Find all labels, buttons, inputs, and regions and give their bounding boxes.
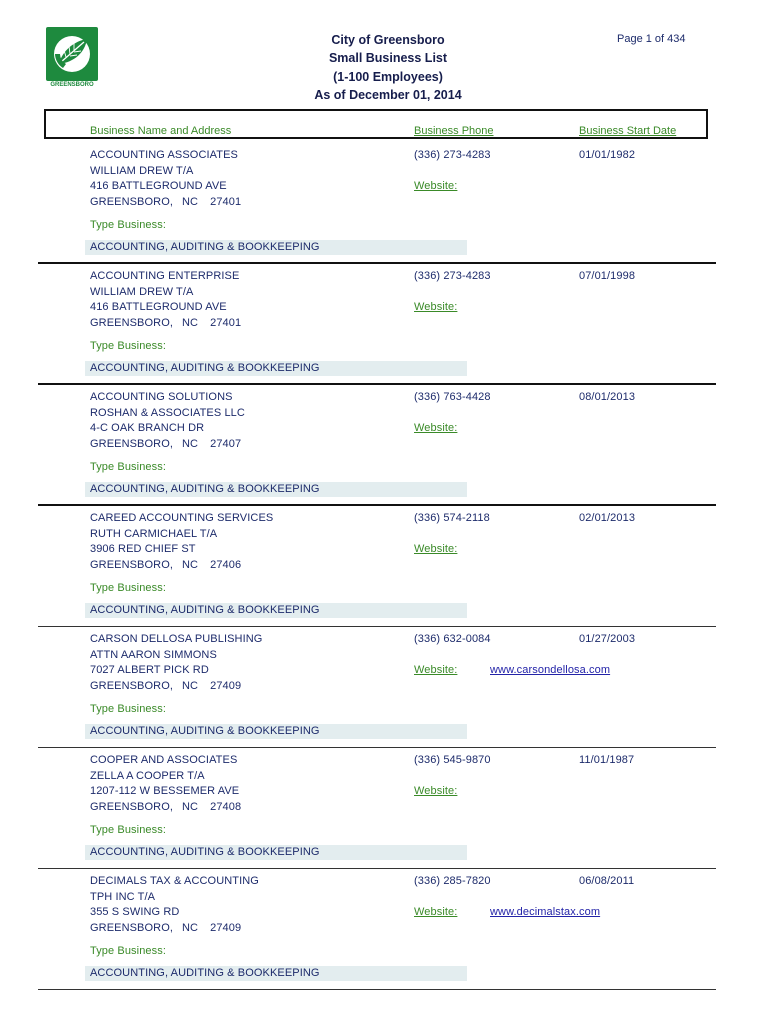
business-city: GREENSBORO,: [90, 922, 174, 934]
business-entry: [0, 147, 768, 268]
website-link[interactable]: www.decimalstax.com: [490, 906, 601, 918]
column-header-start-date: Business Start Date: [579, 125, 677, 137]
type-business-label: Type Business:: [90, 582, 166, 594]
business-type: ACCOUNTING, AUDITING & BOOKKEEPING: [90, 483, 320, 495]
business-phone: (336) 545-9870: [414, 754, 491, 766]
business-city-line: [90, 316, 241, 330]
business-zip: 27408: [210, 801, 242, 813]
business-start-date: 01/27/2003: [579, 633, 636, 645]
business-start-date: 07/01/1998: [579, 270, 636, 282]
business-type: ACCOUNTING, AUDITING & BOOKKEEPING: [90, 362, 320, 374]
business-state: NC: [182, 680, 199, 692]
business-city-line: [90, 195, 241, 209]
business-type-bar: [85, 240, 467, 255]
business-state: NC: [182, 922, 199, 934]
business-address: 416 BATTLEGROUND AVE: [90, 180, 227, 192]
business-phone: (336) 273-4283: [414, 149, 491, 161]
business-type-bar: [85, 724, 467, 739]
business-start-date: 01/01/1982: [579, 149, 636, 161]
business-state: NC: [182, 317, 199, 329]
column-header-phone: Business Phone: [414, 125, 494, 137]
business-phone: (336) 632-0084: [414, 633, 491, 645]
business-contact: ATTN AARON SIMMONS: [90, 649, 217, 661]
business-zip: 27401: [210, 317, 242, 329]
business-start-date: 06/08/2011: [579, 875, 635, 887]
business-entry: [0, 752, 768, 873]
business-type: ACCOUNTING, AUDITING & BOOKKEEPING: [90, 604, 320, 616]
entry-separator: [38, 868, 716, 869]
website-label: Website:: [414, 180, 458, 192]
business-entry: [0, 631, 768, 752]
business-state: NC: [182, 801, 199, 813]
business-name: CAREED ACCOUNTING SERVICES: [90, 512, 274, 524]
business-name: COOPER AND ASSOCIATES: [90, 754, 238, 766]
website-label: Website:: [414, 785, 458, 797]
title-line-city: City of Greensboro: [331, 33, 445, 47]
business-type-bar: [85, 845, 467, 860]
business-name: ACCOUNTING SOLUTIONS: [90, 391, 233, 403]
type-business-label: Type Business:: [90, 703, 166, 715]
entry-separator: [38, 989, 716, 990]
entry-separator: [38, 747, 716, 748]
business-name: DECIMALS TAX & ACCOUNTING: [90, 875, 259, 887]
business-phone: (336) 273-4283: [414, 270, 491, 282]
business-name: ACCOUNTING ASSOCIATES: [90, 149, 238, 161]
business-contact: ROSHAN & ASSOCIATES LLC: [90, 407, 245, 419]
document-title: [268, 31, 508, 104]
business-contact: WILLIAM DREW T/A: [90, 165, 194, 177]
type-business-label: Type Business:: [90, 945, 166, 957]
business-type: ACCOUNTING, AUDITING & BOOKKEEPING: [90, 846, 320, 858]
logo-wordmark: GREENSBORO: [50, 82, 94, 88]
business-type-bar: [85, 966, 467, 981]
business-zip: 27409: [210, 922, 242, 934]
business-phone: (336) 763-4428: [414, 391, 491, 403]
business-address: 4-C OAK BRANCH DR: [90, 422, 205, 434]
business-city-line: [90, 800, 241, 814]
business-entry: [0, 873, 768, 994]
title-line-size: (1-100 Employees): [333, 69, 443, 84]
title-line-list: Small Business List: [328, 51, 448, 66]
type-business-label: Type Business:: [90, 824, 166, 836]
business-start-date: 11/01/1987: [579, 754, 635, 766]
business-name: CARSON DELLOSA PUBLISHING: [90, 633, 263, 645]
website-label: Website:: [414, 906, 458, 918]
business-phone: (336) 574-2118: [414, 512, 490, 524]
business-entry: [0, 510, 768, 631]
entry-separator: [38, 383, 716, 385]
business-city-line: [90, 558, 241, 572]
entry-separator: [38, 262, 716, 264]
business-type: ACCOUNTING, AUDITING & BOOKKEEPING: [90, 241, 320, 253]
business-state: NC: [182, 559, 199, 571]
business-type-bar: [85, 361, 467, 376]
business-zip: 27407: [210, 438, 242, 450]
business-contact: ZELLA A COOPER T/A: [90, 770, 205, 782]
business-city-line: [90, 921, 241, 935]
business-city: GREENSBORO,: [90, 801, 174, 813]
type-business-label: Type Business:: [90, 461, 166, 473]
type-business-label: Type Business:: [90, 340, 166, 352]
business-city: GREENSBORO,: [90, 559, 174, 571]
business-start-date: 08/01/2013: [579, 391, 636, 403]
business-city: GREENSBORO,: [90, 317, 174, 329]
business-entry: [0, 268, 768, 389]
entry-separator: [38, 504, 716, 506]
business-name: ACCOUNTING ENTERPRISE: [90, 270, 240, 282]
business-state: NC: [182, 196, 199, 208]
entry-separator: [38, 626, 716, 627]
business-address: 7027 ALBERT PICK RD: [90, 664, 209, 676]
website-label: Website:: [414, 664, 458, 676]
business-city: GREENSBORO,: [90, 680, 174, 692]
type-business-label: Type Business:: [90, 219, 166, 231]
business-city: GREENSBORO,: [90, 438, 174, 450]
greensboro-leaf-logo-icon: [46, 27, 98, 81]
website-link[interactable]: www.carsondellosa.com: [490, 664, 611, 676]
website-label: Website:: [414, 543, 458, 555]
business-type-bar: [85, 482, 467, 497]
website-label: Website:: [414, 422, 458, 434]
business-phone: (336) 285-7820: [414, 875, 491, 887]
business-start-date: 02/01/2013: [579, 512, 636, 524]
business-contact: RUTH CARMICHAEL T/A: [90, 528, 218, 540]
page-indicator: Page 1 of 434: [617, 33, 686, 45]
business-address: 1207-112 W BESSEMER AVE: [90, 785, 240, 797]
business-zip: 27406: [210, 559, 242, 571]
business-type-bar: [85, 603, 467, 618]
business-address: 3906 RED CHIEF ST: [90, 543, 196, 555]
business-address: 416 BATTLEGROUND AVE: [90, 301, 227, 313]
website-label: Website:: [414, 301, 458, 313]
title-line-date: As of December 01, 2014: [314, 87, 462, 102]
business-contact: WILLIAM DREW T/A: [90, 286, 194, 298]
business-state: NC: [182, 438, 199, 450]
business-zip: 27401: [210, 196, 242, 208]
business-type: ACCOUNTING, AUDITING & BOOKKEEPING: [90, 967, 320, 979]
city-logo: [46, 27, 98, 91]
business-contact: TPH INC T/A: [90, 891, 156, 903]
business-address: 355 S SWING RD: [90, 906, 180, 918]
business-entry: [0, 389, 768, 510]
business-type: ACCOUNTING, AUDITING & BOOKKEEPING: [90, 725, 320, 737]
business-city-line: [90, 437, 241, 451]
business-city: GREENSBORO,: [90, 196, 174, 208]
business-zip: 27409: [210, 680, 242, 692]
business-city-line: [90, 679, 241, 693]
column-header-name-address: Business Name and Address: [90, 125, 232, 137]
